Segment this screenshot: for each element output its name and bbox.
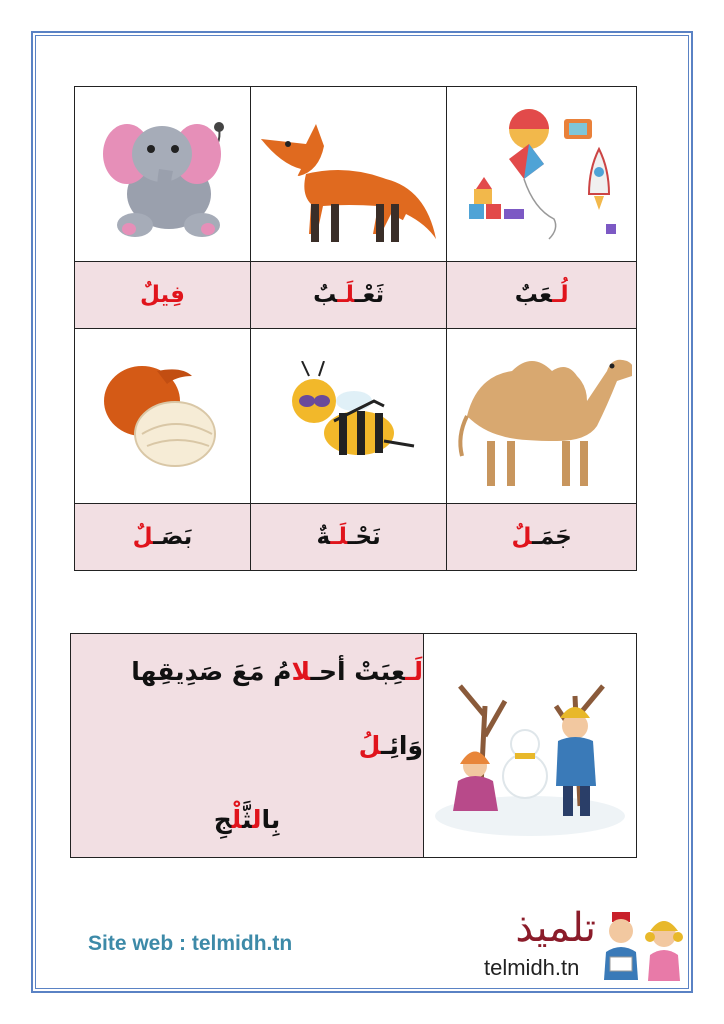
word-thaalab: ثَعْـلَـبٌ [250,262,447,329]
snow-play-icon [430,656,630,836]
toys-cell [447,87,637,262]
logo-latin: telmidh.tn [484,955,580,980]
site-url[interactable]: Site web : telmidh.tn [88,932,293,955]
camel-cell [447,329,637,504]
word-highlight: لَـ [330,524,348,550]
word-highlight: لٌ [511,524,533,550]
bee-icon [274,361,424,471]
word-highlight: فِيلٌ [139,282,185,308]
onion-icon [97,356,227,476]
words-grid [74,86,637,571]
kids-reading-icon [598,907,688,987]
word-basal: بَصَـلٌ [75,504,251,571]
word-highlight: لَـ [337,282,355,308]
fox-cell [250,87,447,262]
elephant-icon [87,99,237,249]
word-luab: لُـعَبٌ [447,262,637,329]
word-fil [75,262,251,329]
fox-icon [256,104,441,244]
snow-play-cell [424,634,636,857]
telmidh-logo [478,905,688,990]
elephant-cell [75,87,251,262]
camel-icon [452,341,632,491]
word-highlight: لٌ [132,524,154,550]
word-nahla: نَحْـلَـةٌ [250,504,447,571]
sentence-line-2: بِالثَّلْجِ [213,804,281,834]
logo-arabic: تلميذ [515,905,596,951]
sentence-line-1: لَـعِبَتْ أحـلامُ مَعَ صَدِيقِها وَائِـلُ [131,656,423,760]
word-highlight: لُـ [552,282,569,308]
sentence-box [70,633,637,858]
sentence-text [71,634,424,857]
bee-cell [250,329,447,504]
onion-cell [75,329,251,504]
toys-icon [454,104,629,244]
word-jamal: جَمَـلٌ [447,504,637,571]
